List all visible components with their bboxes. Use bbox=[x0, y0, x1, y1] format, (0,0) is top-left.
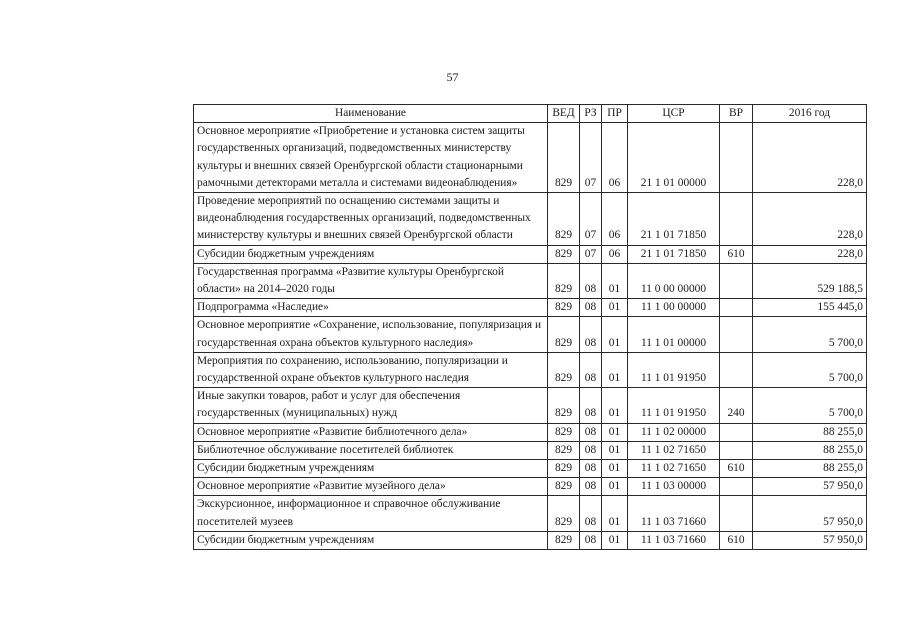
row-ved: 829 bbox=[548, 263, 580, 298]
row-pr: 01 bbox=[602, 478, 628, 496]
row-rz: 07 bbox=[580, 123, 602, 193]
row-csr: 21 1 01 00000 bbox=[628, 123, 720, 193]
row-amount: 88 255,0 bbox=[753, 460, 867, 478]
row-ved: 829 bbox=[548, 531, 580, 549]
row-name: Мероприятия по сохранению, использованию, популяризации и государственной охране объектов культурного наследия bbox=[194, 352, 548, 387]
row-pr: 06 bbox=[602, 123, 628, 193]
row-csr: 11 1 02 00000 bbox=[628, 423, 720, 441]
table-row bbox=[194, 193, 867, 246]
row-amount: 88 255,0 bbox=[753, 423, 867, 441]
row-csr: 11 1 01 91950 bbox=[628, 352, 720, 387]
row-vr bbox=[720, 441, 753, 459]
row-amount: 5 700,0 bbox=[753, 317, 867, 352]
row-name: Библиотечное обслуживание посетителей библиотек bbox=[194, 441, 548, 459]
header-name: Наименование bbox=[194, 105, 548, 123]
row-pr: 01 bbox=[602, 317, 628, 352]
row-ved: 829 bbox=[548, 388, 580, 423]
row-vr bbox=[720, 263, 753, 298]
row-rz: 08 bbox=[580, 317, 602, 352]
row-vr: 610 bbox=[720, 531, 753, 549]
row-csr: 11 1 01 00000 bbox=[628, 317, 720, 352]
row-vr bbox=[720, 317, 753, 352]
row-rz: 07 bbox=[580, 245, 602, 263]
row-vr: 240 bbox=[720, 388, 753, 423]
row-rz: 08 bbox=[580, 388, 602, 423]
row-ved: 829 bbox=[548, 193, 580, 246]
row-vr bbox=[720, 123, 753, 193]
row-vr: 610 bbox=[720, 245, 753, 263]
row-csr: 11 1 02 71650 bbox=[628, 460, 720, 478]
row-rz: 08 bbox=[580, 478, 602, 496]
table-row bbox=[194, 123, 867, 193]
row-amount: 5 700,0 bbox=[753, 388, 867, 423]
table-row bbox=[194, 496, 867, 531]
row-pr: 01 bbox=[602, 460, 628, 478]
row-rz: 08 bbox=[580, 496, 602, 531]
row-pr: 01 bbox=[602, 423, 628, 441]
row-pr: 06 bbox=[602, 193, 628, 246]
row-csr: 11 1 03 71660 bbox=[628, 496, 720, 531]
table-row bbox=[194, 245, 867, 263]
row-name: Государственная программа «Развитие культуры Оренбургской области» на 2014–2020 годы bbox=[194, 263, 548, 298]
table-header-row bbox=[194, 105, 867, 123]
row-name: Основное мероприятие «Сохранение, использование, популяризация и государственная охрана объектов культурного наследия» bbox=[194, 317, 548, 352]
row-name: Субсидии бюджетным учреждениям bbox=[194, 460, 548, 478]
row-ved: 829 bbox=[548, 441, 580, 459]
row-name: Иные закупки товаров, работ и услуг для обеспечения государственных (муниципальных) нужд bbox=[194, 388, 548, 423]
row-ved: 829 bbox=[548, 423, 580, 441]
row-ved: 829 bbox=[548, 317, 580, 352]
table-row bbox=[194, 299, 867, 317]
row-rz: 08 bbox=[580, 460, 602, 478]
row-name: Проведение мероприятий по оснащению системами защиты и видеонаблюдения государственных организаций, подведомственных министерству культуры и внешних связей Оренбургской области bbox=[194, 193, 548, 246]
header-vr: ВР bbox=[720, 105, 753, 123]
row-pr: 06 bbox=[602, 245, 628, 263]
row-amount: 529 188,5 bbox=[753, 263, 867, 298]
table-row bbox=[194, 531, 867, 549]
row-name: Субсидии бюджетным учреждениям bbox=[194, 245, 548, 263]
row-rz: 08 bbox=[580, 299, 602, 317]
row-vr bbox=[720, 478, 753, 496]
row-vr bbox=[720, 423, 753, 441]
row-ved: 829 bbox=[548, 299, 580, 317]
table-row bbox=[194, 317, 867, 352]
row-pr: 01 bbox=[602, 299, 628, 317]
row-amount: 57 950,0 bbox=[753, 496, 867, 531]
row-csr: 21 1 01 71850 bbox=[628, 245, 720, 263]
row-name: Субсидии бюджетным учреждениям bbox=[194, 531, 548, 549]
row-ved: 829 bbox=[548, 352, 580, 387]
row-csr: 11 1 03 00000 bbox=[628, 478, 720, 496]
table-row bbox=[194, 388, 867, 423]
row-pr: 01 bbox=[602, 352, 628, 387]
row-rz: 08 bbox=[580, 441, 602, 459]
row-amount: 88 255,0 bbox=[753, 441, 867, 459]
row-csr: 11 1 01 91950 bbox=[628, 388, 720, 423]
header-pr: ПР bbox=[602, 105, 628, 123]
table-row bbox=[194, 441, 867, 459]
row-amount: 228,0 bbox=[753, 123, 867, 193]
row-vr bbox=[720, 299, 753, 317]
row-rz: 08 bbox=[580, 263, 602, 298]
row-amount: 228,0 bbox=[753, 193, 867, 246]
row-name: Основное мероприятие «Развитие музейного дела» bbox=[194, 478, 548, 496]
header-rz: РЗ bbox=[580, 105, 602, 123]
row-ved: 829 bbox=[548, 496, 580, 531]
row-vr bbox=[720, 193, 753, 246]
table-row bbox=[194, 460, 867, 478]
row-csr: 21 1 01 71850 bbox=[628, 193, 720, 246]
header-ved: ВЕД bbox=[548, 105, 580, 123]
row-amount: 57 950,0 bbox=[753, 531, 867, 549]
header-amount: 2016 год bbox=[753, 105, 867, 123]
table-row bbox=[194, 423, 867, 441]
row-rz: 07 bbox=[580, 193, 602, 246]
row-amount: 5 700,0 bbox=[753, 352, 867, 387]
row-amount: 155 445,0 bbox=[753, 299, 867, 317]
row-amount: 228,0 bbox=[753, 245, 867, 263]
row-pr: 01 bbox=[602, 496, 628, 531]
row-name: Основное мероприятие «Развитие библиотечного дела» bbox=[194, 423, 548, 441]
row-rz: 08 bbox=[580, 531, 602, 549]
row-ved: 829 bbox=[548, 460, 580, 478]
row-pr: 01 bbox=[602, 531, 628, 549]
table-row bbox=[194, 478, 867, 496]
row-vr bbox=[720, 496, 753, 531]
header-csr: ЦСР bbox=[628, 105, 720, 123]
row-rz: 08 bbox=[580, 423, 602, 441]
row-csr: 11 0 00 00000 bbox=[628, 263, 720, 298]
row-name: Подпрограмма «Наследие» bbox=[194, 299, 548, 317]
row-ved: 829 bbox=[548, 123, 580, 193]
row-csr: 11 1 02 71650 bbox=[628, 441, 720, 459]
row-vr: 610 bbox=[720, 460, 753, 478]
row-name: Экскурсионное, информационное и справочное обслуживание посетителей музеев bbox=[194, 496, 548, 531]
row-pr: 01 bbox=[602, 441, 628, 459]
row-vr bbox=[720, 352, 753, 387]
budget-table bbox=[193, 104, 867, 550]
row-ved: 829 bbox=[548, 478, 580, 496]
table-row bbox=[194, 263, 867, 298]
table-row bbox=[194, 352, 867, 387]
row-name: Основное мероприятие «Приобретение и установка систем защиты государственных организаций, подведомственных министерству культуры и внешних связей Оренбургской области стационарными рамочными детекторами металла и системами видеонаблюдения» bbox=[194, 123, 548, 193]
page-number: 57 bbox=[446, 70, 459, 84]
row-rz: 08 bbox=[580, 352, 602, 387]
row-pr: 01 bbox=[602, 263, 628, 298]
row-csr: 11 1 03 71660 bbox=[628, 531, 720, 549]
row-ved: 829 bbox=[548, 245, 580, 263]
row-pr: 01 bbox=[602, 388, 628, 423]
row-amount: 57 950,0 bbox=[753, 478, 867, 496]
row-csr: 11 1 00 00000 bbox=[628, 299, 720, 317]
